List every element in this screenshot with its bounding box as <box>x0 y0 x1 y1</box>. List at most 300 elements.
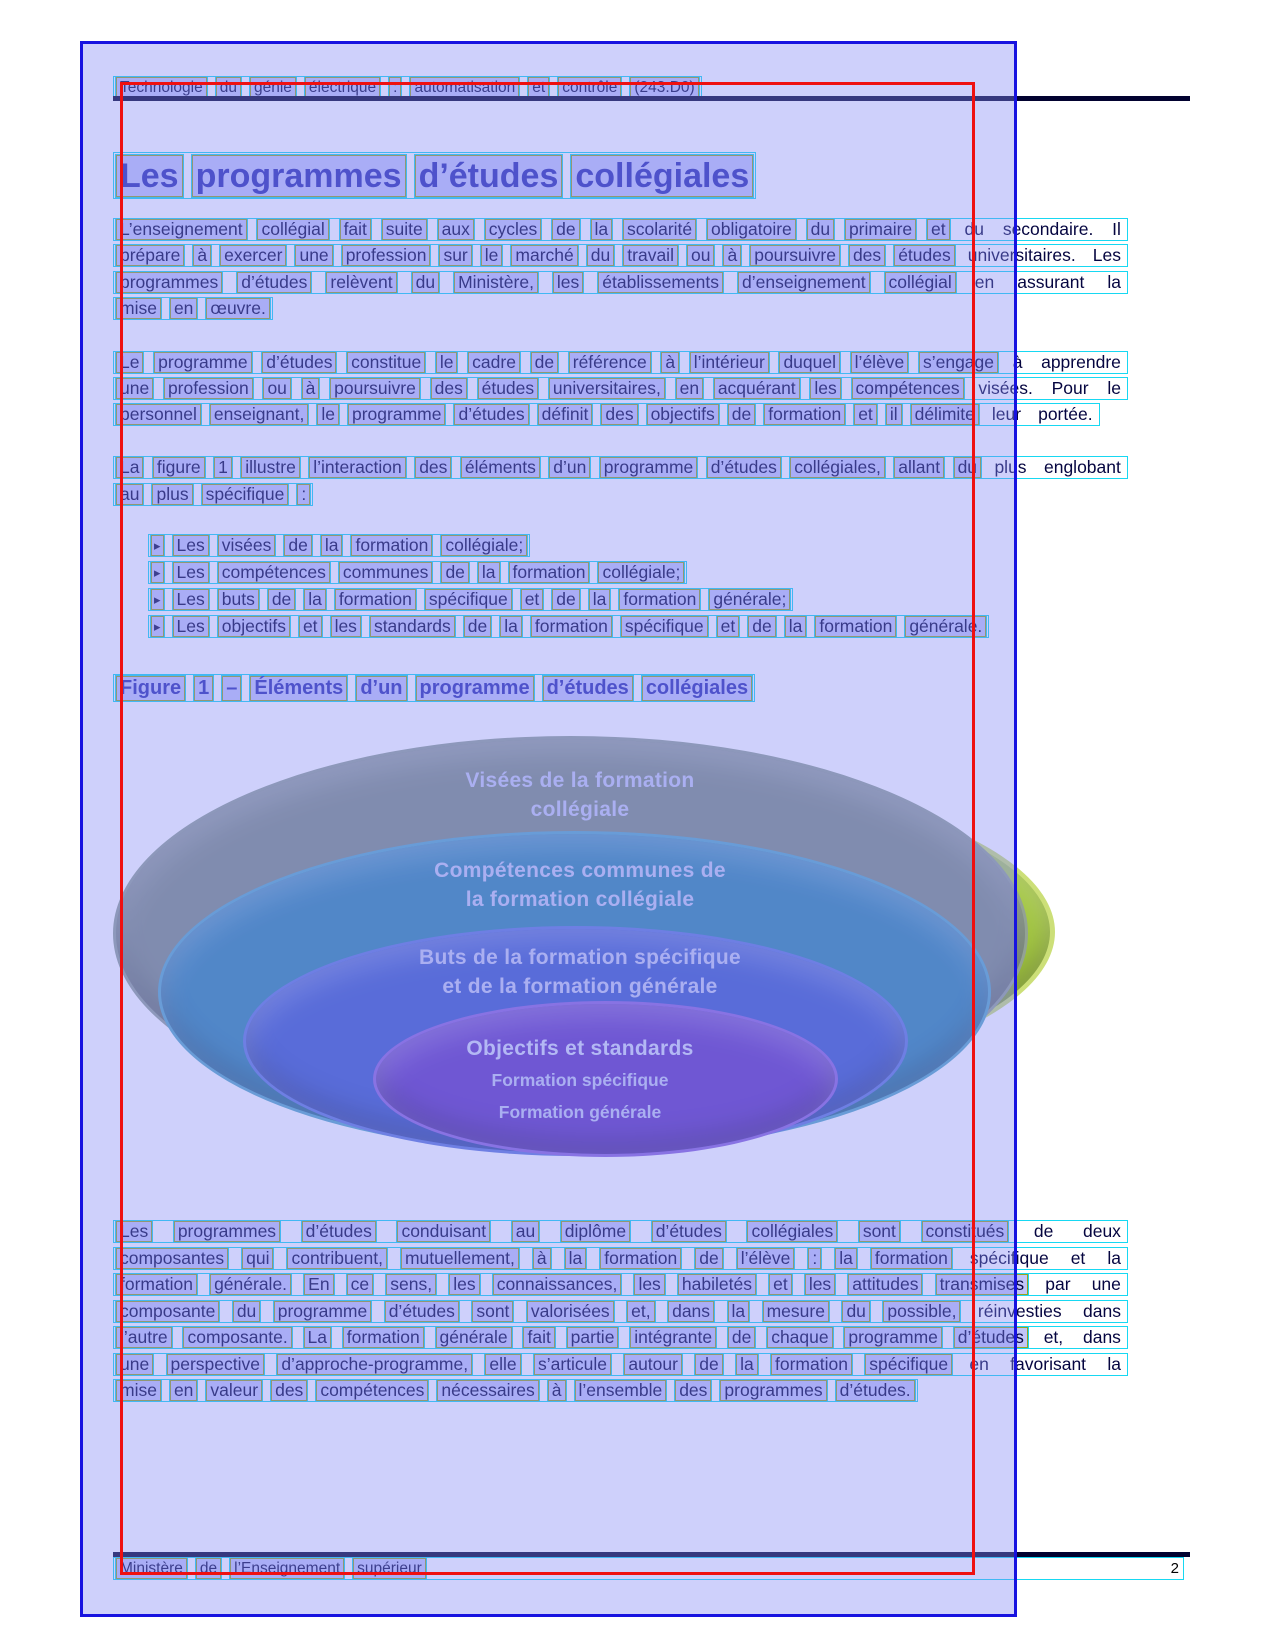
word-box: le <box>1107 378 1121 398</box>
running-footer <box>113 1557 1184 1580</box>
paragraph-4-line <box>113 1220 1128 1243</box>
word-box: formation <box>531 616 612 637</box>
word-box: une <box>1091 1274 1121 1294</box>
bullet-item <box>148 561 687 584</box>
word-box: d’études <box>543 676 633 701</box>
word-box: attitudes <box>848 1274 922 1295</box>
word-box: secondaire. <box>1002 219 1094 239</box>
word-box: collégiales <box>571 155 753 197</box>
word-box: délimite <box>911 404 979 425</box>
word-box: du <box>842 1301 869 1322</box>
word-box: formation <box>351 535 432 556</box>
word-box: contribuent, <box>287 1248 386 1269</box>
word-box: à <box>302 378 320 399</box>
word-box: aux <box>438 219 474 240</box>
word-box: d’études <box>302 1221 376 1242</box>
word-box: formation <box>509 562 590 583</box>
word-box: visées. <box>978 378 1033 398</box>
paragraph-1-line <box>113 218 1128 241</box>
word-box: la <box>478 562 500 583</box>
word-box: d’études <box>415 155 563 197</box>
word-box: et <box>521 589 544 610</box>
word-box: cycles <box>485 219 542 240</box>
word-box: compétences <box>852 378 964 399</box>
word-box: la <box>835 1248 857 1269</box>
word-box: au <box>116 484 143 505</box>
word-box: contrôle <box>558 77 621 98</box>
word-box: composante <box>116 1301 219 1322</box>
word-box: il <box>886 404 902 425</box>
paragraph-2-line <box>113 377 1128 400</box>
word-box: la <box>1107 271 1121 292</box>
word-box: constitués <box>922 1221 1009 1242</box>
word-box: obligatoire <box>707 219 796 240</box>
word-box: à <box>548 1380 566 1401</box>
word-box: fait <box>523 1327 554 1348</box>
word-box: de <box>196 1558 221 1579</box>
word-box: la <box>1107 1353 1121 1374</box>
ring-label-line: la formation collégiale <box>465 888 695 911</box>
word-box: universitaires, <box>549 378 665 399</box>
word-box: et <box>299 616 322 637</box>
paragraph-3-line <box>113 456 1128 479</box>
word-box: formation <box>619 589 700 610</box>
word-box: qui <box>242 1248 273 1269</box>
word-box: d’études. <box>836 1380 915 1401</box>
word-box: ce <box>347 1274 373 1295</box>
word-box: visées <box>218 535 276 556</box>
word-box: l’interaction <box>309 457 406 478</box>
word-box: une <box>116 1354 153 1375</box>
word-box: la <box>591 219 613 240</box>
word-box: possible, <box>883 1301 960 1322</box>
word-box: Le <box>116 352 143 373</box>
word-box: d’études <box>237 272 311 293</box>
paragraph-4-line <box>113 1300 1128 1323</box>
word-box: du <box>954 457 981 478</box>
word-box: mise <box>116 298 161 319</box>
word-box: programme <box>154 352 251 373</box>
word-box: formation <box>343 1327 424 1348</box>
word-box: dans <box>668 1301 714 1322</box>
word-box: chaque <box>767 1327 832 1348</box>
word-box: sens, <box>386 1274 436 1295</box>
word-box: de <box>464 616 491 637</box>
word-box: Les <box>173 562 209 583</box>
word-box: d’études <box>707 457 781 478</box>
word-box: référence <box>569 352 651 373</box>
word-box: formation <box>871 1248 952 1269</box>
word-box: valorisées <box>527 1301 614 1322</box>
word-box: enseignant, <box>210 404 309 425</box>
word-box: l’élève <box>737 1248 795 1269</box>
word-box: de <box>552 589 579 610</box>
word-box: constitue <box>347 352 425 373</box>
word-box: des <box>675 1380 711 1401</box>
word-box: primaire <box>845 219 916 240</box>
ring-label-competences <box>105 856 1055 914</box>
word-box: l’ensemble <box>575 1380 667 1401</box>
word-box: électrique <box>305 77 380 98</box>
word-box: exercer <box>220 245 286 266</box>
word-box: composante. <box>183 1327 291 1348</box>
word-box: composantes <box>116 1248 228 1269</box>
word-box: programme <box>844 1327 941 1348</box>
word-box: spécifique <box>969 1247 1049 1268</box>
bullet-icon: ▸ <box>151 535 164 556</box>
footer-rule <box>113 1552 1190 1557</box>
word-box: habiletés <box>678 1274 756 1295</box>
word-box: transmises <box>936 1274 1029 1295</box>
bullet-icon: ▸ <box>151 589 164 610</box>
word-box: d’enseignement <box>738 272 870 293</box>
word-box: formation <box>764 404 845 425</box>
word-box: en <box>170 1380 197 1401</box>
paragraph-2-line <box>113 351 1128 374</box>
word-box: Les <box>116 1221 152 1242</box>
word-box: programme <box>348 404 445 425</box>
word-box: formation <box>815 616 896 637</box>
word-box: objectifs <box>218 616 290 637</box>
word-box: communes <box>339 562 433 583</box>
word-box: du <box>964 219 984 239</box>
word-box: du <box>412 272 439 293</box>
ring-label-line: collégiale <box>530 798 630 821</box>
paragraph-4-line <box>113 1353 1128 1376</box>
word-box: partie <box>567 1327 619 1348</box>
word-box: éléments <box>461 457 540 478</box>
word-box: d’études <box>954 1327 1028 1348</box>
word-box: l’autre <box>116 1327 172 1348</box>
ring-label-visees <box>105 766 1055 824</box>
word-box: collégiale; <box>598 562 684 583</box>
word-box: Les <box>173 616 209 637</box>
word-box: 1 <box>194 676 213 701</box>
word-box: ou <box>263 378 290 399</box>
word-box: Il <box>1112 219 1121 239</box>
word-box: de <box>531 352 558 373</box>
word-box: à <box>1012 352 1023 372</box>
figure-nested-ellipses <box>105 698 1055 1173</box>
word-box: d’études <box>385 1301 459 1322</box>
word-box: mutuellement, <box>401 1248 519 1269</box>
word-box: marché <box>511 245 577 266</box>
word-box: Ministère <box>116 1558 187 1579</box>
word-box: favorisant <box>1010 1353 1087 1374</box>
word-box: études <box>894 245 955 266</box>
word-box: et <box>927 219 950 240</box>
word-box: générale. <box>210 1274 291 1295</box>
word-box: figure <box>153 457 205 478</box>
ring-sublabel-formation-generale: Formation générale <box>498 1102 662 1122</box>
word-box: de <box>728 1327 755 1348</box>
word-box: en <box>974 271 995 292</box>
word-box: Figure <box>116 676 185 701</box>
word-box: des <box>271 1380 307 1401</box>
paragraph-4-line <box>113 1247 1128 1270</box>
word-box: les <box>553 272 583 293</box>
word-box: autour <box>624 1354 682 1375</box>
word-box: l’intérieur <box>690 352 769 373</box>
word-box: sont <box>859 1221 900 1242</box>
word-box: spécifique <box>202 484 289 505</box>
word-box: diplôme <box>561 1221 630 1242</box>
word-box: Les <box>173 589 209 610</box>
ring-label-objectifs <box>105 1034 1055 1063</box>
word-box: de <box>268 589 295 610</box>
word-box: des <box>415 457 451 478</box>
word-box: du <box>807 219 834 240</box>
word-box: d’un <box>356 676 406 701</box>
word-box: allant <box>894 457 944 478</box>
word-box: des <box>849 245 885 266</box>
word-box: programmes <box>720 1380 826 1401</box>
ring-label-line: Objectifs et standards <box>466 1037 694 1060</box>
word-box: définit <box>538 404 593 425</box>
word-box: Ministère, <box>454 272 538 293</box>
word-box: les <box>810 378 840 399</box>
ring-label-line: et de la formation générale <box>442 975 718 998</box>
word-box: assurant <box>1017 271 1085 292</box>
word-box: formation <box>116 1274 197 1295</box>
word-box: valeur <box>206 1380 262 1401</box>
word-box: de <box>552 219 579 240</box>
word-box: collégiales, <box>790 457 885 478</box>
word-box: spécifique <box>865 1354 952 1375</box>
word-box: duquel <box>779 352 840 373</box>
bullet-icon: ▸ <box>151 616 164 637</box>
word-box: plus <box>152 484 192 505</box>
word-box: profession <box>342 245 431 266</box>
word-box: portée. <box>1038 404 1093 424</box>
word-box: collégial <box>257 219 328 240</box>
word-box: La <box>116 457 143 478</box>
word-box: les <box>331 616 361 637</box>
word-box: programme <box>600 457 697 478</box>
word-box: les <box>449 1274 479 1295</box>
word-box: du <box>233 1301 260 1322</box>
word-box: spécifique <box>425 589 512 610</box>
word-box: générale. <box>905 616 986 637</box>
word-box: en <box>676 378 703 399</box>
word-box: des <box>601 404 637 425</box>
word-box: programmes <box>116 272 222 293</box>
word-box: d’études <box>262 352 336 373</box>
word-box: collégiales <box>747 1221 837 1242</box>
word-box: de <box>284 535 311 556</box>
word-box: programmes <box>174 1221 280 1242</box>
word-box: sur <box>439 245 471 266</box>
paragraph-1-line <box>113 297 273 320</box>
word-box: supérieur <box>353 1558 426 1579</box>
bullet-icon: ▸ <box>151 562 164 583</box>
word-box: une <box>295 245 332 266</box>
word-box: les <box>634 1274 664 1295</box>
word-box: le <box>481 245 503 266</box>
word-box: établissements <box>598 272 723 293</box>
bullet-item <box>148 615 989 638</box>
word-box: nécessaires <box>437 1380 538 1401</box>
word-box: une <box>116 378 153 399</box>
word-box: programme <box>274 1301 371 1322</box>
word-box: et <box>1070 1247 1086 1268</box>
word-box: conduisant <box>397 1221 490 1242</box>
word-box: – <box>222 676 241 701</box>
word-box: L’enseignement <box>116 219 247 240</box>
word-box: buts <box>218 589 259 610</box>
word-box: universitaires. <box>967 245 1076 266</box>
word-box: cadre <box>468 352 520 373</box>
word-box: de <box>695 1248 722 1269</box>
word-box: : <box>389 77 401 98</box>
word-box: dans <box>1082 1327 1121 1347</box>
word-box: mesure <box>763 1301 829 1322</box>
word-box: et <box>528 77 549 98</box>
word-box: travail <box>623 245 678 266</box>
word-box: la <box>728 1301 750 1322</box>
bullet-item <box>148 588 793 611</box>
word-box: en <box>969 1353 989 1374</box>
word-box: automatisation <box>410 77 519 98</box>
bullet-item <box>148 534 530 557</box>
word-box: collégiale; <box>441 535 527 556</box>
word-box: la <box>736 1354 758 1375</box>
word-box: du <box>587 245 614 266</box>
word-box: d’études <box>454 404 528 425</box>
word-box: des <box>431 378 467 399</box>
paragraph-4-line <box>113 1326 1128 1349</box>
word-box: la <box>1107 1247 1121 1268</box>
word-box: Pour <box>1051 378 1089 398</box>
word-box: suite <box>382 219 427 240</box>
word-box: englobant <box>1043 457 1121 477</box>
page-title <box>113 152 756 199</box>
word-box: et <box>717 616 740 637</box>
word-box: s’articule <box>534 1354 611 1375</box>
word-box: du <box>216 77 241 98</box>
word-box: Éléments <box>250 676 347 701</box>
word-box: collégial <box>885 272 956 293</box>
word-box: 1 <box>214 457 232 478</box>
word-box: formation <box>600 1248 681 1269</box>
word-box: études <box>478 378 539 399</box>
ring-sublabel-formation-specifique: Formation spécifique <box>491 1070 669 1090</box>
word-box: intégrante <box>630 1327 716 1348</box>
word-box: la <box>321 535 343 556</box>
word-box: de <box>1033 1221 1054 1241</box>
word-box: dans <box>1083 1300 1121 1321</box>
word-box: formation <box>771 1354 852 1375</box>
ring-label-line: Visées de la formation <box>465 769 695 792</box>
word-box: d’approche-programme, <box>277 1354 472 1375</box>
word-box: d’un <box>549 457 590 478</box>
paragraph-1-line <box>113 244 1128 267</box>
word-box: ou <box>687 245 714 266</box>
word-box: fait <box>340 219 371 240</box>
word-box: œuvre. <box>206 298 269 319</box>
word-box: la <box>565 1248 587 1269</box>
word-box: programmes <box>192 155 406 197</box>
word-box: prépare <box>116 245 184 266</box>
word-box: et <box>769 1274 792 1295</box>
word-box: collégiales <box>642 676 752 701</box>
word-box: elle <box>485 1354 520 1375</box>
word-box: : <box>808 1248 821 1269</box>
ring-label-buts <box>105 943 1055 1001</box>
word-box: le <box>436 352 458 373</box>
word-box: personnel <box>116 404 201 425</box>
word-box: de <box>728 404 755 425</box>
word-box: par <box>1045 1274 1071 1294</box>
word-box: standards <box>370 616 455 637</box>
word-box: la <box>785 616 807 637</box>
word-box: les <box>805 1274 835 1295</box>
word-box: mise <box>116 1380 161 1401</box>
word-box: La <box>304 1327 331 1348</box>
word-box: s’engage <box>919 352 998 373</box>
word-box: Les <box>1092 245 1121 266</box>
word-box: programme <box>416 676 534 701</box>
word-box: de <box>695 1354 722 1375</box>
word-box: illustre <box>241 457 300 478</box>
word-box: spécifique <box>621 616 708 637</box>
word-box: sont <box>472 1301 513 1322</box>
word-box: générale <box>436 1327 512 1348</box>
word-box: la <box>589 589 611 610</box>
word-box: compétences <box>316 1380 428 1401</box>
word-box: et <box>854 404 877 425</box>
paragraph-1-line <box>113 271 1128 294</box>
word-box: formation <box>335 589 416 610</box>
word-box: l’Enseignement <box>230 1558 344 1579</box>
word-box: relèvent <box>326 272 396 293</box>
word-box: à <box>533 1248 551 1269</box>
word-box: génie <box>250 77 296 98</box>
word-box: la <box>500 616 522 637</box>
word-box: perspective <box>167 1354 265 1375</box>
word-box: objectifs <box>647 404 719 425</box>
word-box: apprendre <box>1041 352 1121 372</box>
paragraph-4-line <box>113 1379 918 1402</box>
word-box: plus <box>994 457 1027 477</box>
word-box: en <box>170 298 197 319</box>
word-box: (243.D0) <box>630 77 698 98</box>
word-box: de <box>441 562 468 583</box>
header-rule <box>113 96 1190 101</box>
word-box: de <box>748 616 775 637</box>
paragraph-2-line <box>113 403 1100 426</box>
word-box: au <box>512 1221 539 1242</box>
paragraph-3-line <box>113 483 313 506</box>
word-box: réinvesties <box>977 1300 1062 1321</box>
word-box: compétences <box>218 562 330 583</box>
word-box: En <box>304 1274 333 1295</box>
word-box: leur <box>991 404 1022 424</box>
word-box: d’études <box>652 1221 726 1242</box>
word-box: générale; <box>709 589 790 610</box>
word-box: : <box>297 484 310 505</box>
word-box: et, <box>1043 1327 1064 1347</box>
word-box: à <box>193 245 211 266</box>
word-box: poursuivre <box>750 245 840 266</box>
ring-label-line: Buts de la formation spécifique <box>418 946 741 969</box>
word-box: scolarité <box>623 219 696 240</box>
word-box: Technologie <box>116 77 207 98</box>
word-box: l’élève <box>851 352 909 373</box>
word-box: Les <box>173 535 209 556</box>
word-box: profession <box>164 378 253 399</box>
word-box: poursuivre <box>330 378 420 399</box>
